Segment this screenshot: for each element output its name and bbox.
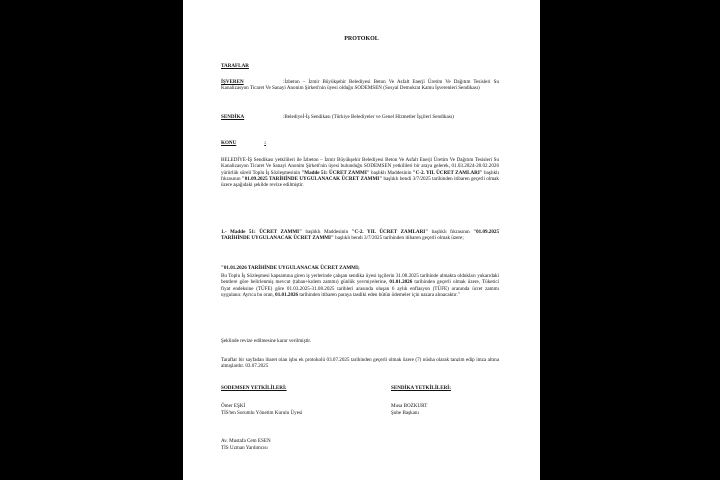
- parties-heading: TARAFLAR: [221, 63, 249, 69]
- left-signatory-name: Ömer EŞKİ: [221, 403, 246, 409]
- employer-label: İŞVEREN: [221, 79, 244, 85]
- quote-heading: "01.01.2026 TARİHİNDE UYGULANACAK ÜCRET ZAMMI;: [221, 265, 360, 271]
- intro-bold2: "C-2. YIL ÜCRET ZAMLARI": [412, 169, 483, 176]
- subject-label-text: KONU: [221, 140, 237, 146]
- intro-part3: başlıklı fıkrasının: [221, 169, 499, 182]
- item1-paragraph: [221, 229, 499, 242]
- item1-bold1: 1.- Madde 51: ÜCRET ZAMMI": [221, 229, 302, 235]
- union-label: SENDİKA: [221, 114, 245, 120]
- document-title: PROTOKOL: [344, 36, 379, 42]
- intro-part4: başlıklı bendi 3/7/2025 tarihinden itibaren geçerli olmak üzere aşağıdaki şekilde revize edilmiştir.: [221, 175, 499, 189]
- closing-text: Taraflar bir sayfadan ibaret olan işbu ek protokolü 03.07.2025 tarihinden geçerli olmak üzere (7) nüsha olarak tanzim edip imza altına almışlardır. 03.07.2025: [221, 357, 499, 370]
- right-signatory-name: Musa BOZKURT: [391, 403, 428, 409]
- item1-part2: başlıklı fıkrasının: [431, 229, 470, 235]
- subject-colon: :: [264, 140, 266, 146]
- second-left-signatory-name: Av. Mustafa Cem ESEN: [221, 438, 271, 444]
- intro-paragraph: [221, 157, 499, 188]
- document-page: [183, 0, 540, 480]
- right-signatories-heading: SENDİKA YETKİLİLERİ:: [391, 385, 451, 391]
- union-text: :Belediyeİ-İş Sendikası (Türkiye Belediyeler ve Genel Hizmetler İşçileri Sendikası): [283, 114, 454, 120]
- left-signatory-role: TİS'ten Sorumlu Yönetim Kurulu Üyesi: [221, 410, 303, 416]
- quote-paragraph: [221, 273, 499, 298]
- quote-bold2: 01.01.2026: [275, 291, 299, 298]
- quote-part1: Bu Toplu İş Sözleşmesi kapsamına giren iş yerlerinde çalışan sendika üyesi işçilerin 31.08.2025 tarihinde almakta oldukları yukarıdaki bentlere göre belirlenmiş mevcut (taban+kıdem zammı) günlük yevmiyelerine,: [221, 273, 499, 286]
- quote-part2: tarihinden geçerli olmak üzere, Tüketici fiyat endeksine (TÜFE) göre 01.03.2025-31.08.2025 tarihleri arasında oluşan 6 aylık enflasyon (TÜFE) oranında ücret zammı uygulanır. Ayrıca bu oran,: [221, 279, 500, 298]
- item1-part3: başlıklı bendi 3/7/2025 tarihinden itibaren geçerli olmak üzere;: [335, 235, 464, 242]
- intro-part1: BELEDİYE-İŞ Sendikası yetkilileri ile İzbeton – İzmir Büyükşehir Belediyesi Beton Ve Asfalt Enerji Üretim Ve Dağıtım Tesisleri Su Kanalizasyon Ticaret Ve Sanayi Anonim Şirketi'nin üyesi bulunduğu SODEMSEN yetkilileri bir araya gelerek, 01.03.2024-28.02.2026 yürürlük süreli Toplu İş Sözleşmesinin: [221, 157, 499, 176]
- employer-text: :İzbeton – İzmir Büyükşehir Belediyesi Beton Ve Asfalt Enerji Üretim Ve Dağıtım Tesisleri Su Kanalizasyon Ticaret Ve Sanayi Anonim Şirketi'nin üyesi olduğu SODEMSEN (Sosyal Demokrat Kamu İşverenleri Sendikası): [221, 79, 499, 92]
- quote-part3: tarihinden itibaren paraya tasdiki eden bütün ödemeler için nazara alınacaktır.": [299, 291, 460, 298]
- subject-label: [221, 140, 283, 146]
- item1-bold2: "C-2. YIL ÜCRET ZAMLARI": [351, 229, 429, 235]
- second-left-signatory-role: TİS Uzman Yardımcısı: [221, 445, 268, 451]
- intro-bold3: "01.09.2025 TARİHİNDE UYGULANACAK ÜCRET ZAMMI": [241, 175, 383, 182]
- quote-bold1: 01.01.2026: [389, 279, 413, 286]
- intro-bold1: "Madde 51: ÜCRET ZAMMI": [301, 169, 370, 176]
- decision-text: Şeklinde revize edilmesine karar verilmiştir.: [221, 338, 312, 344]
- intro-part2: başlıklı Maddesinin: [371, 169, 412, 176]
- item1-bold3: "01.09.2025 TARİHİNDE UYGULANACAK ÜCRET ZAMMI": [221, 229, 499, 242]
- item1-part1: başlıklı Maddesinin: [305, 229, 349, 235]
- left-signatories-heading: SODEMSEN YETKİLİLERİ:: [221, 385, 287, 391]
- right-signatory-role: Şube Başkanı: [391, 410, 419, 416]
